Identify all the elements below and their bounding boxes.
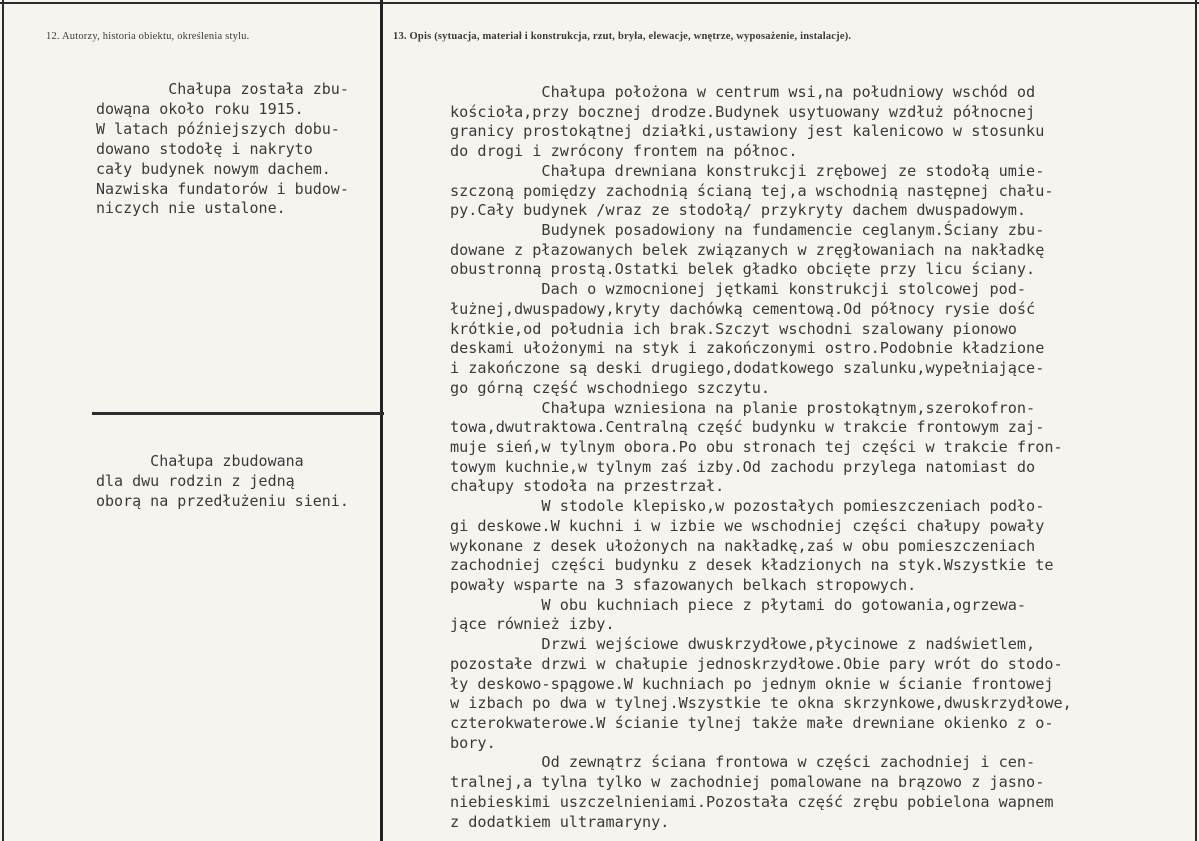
- description-text: Chałupa położona w centrum wsi,na południowy wschód od kościoła,przy bocznej drodze.Budynek usytuowany wzdłuż północnej granicy prostokątnej działki,ustawiony jest kalenicowo w stosunku do drogi i zwrócony frontem na północ. Chałupa drewniana konstrukcji zrębowej ze stodołą umie- szczoną pomiędzy zachodnią ścianą tej,a wschodnią następnej chału- py.Cały budynek /wraz ze stodołą/ przykryty dachem dwuspadowym. Budynek posadowiony na fundamencie ceglanym.Ściany zbu- dowane z płazowanych belek związanych w zręgłowaniach na nakładkę obustronną prostą.Ostatki belek gładko obcięte przy licu ściany. Dach o wzmocnionej jętkami konstrukcji stolcowej pod- łużnej,dwuspadowy,kryty dachówką cementową.Od północy rysie dość krótkie,od południa ich brak.Szczyt wschodni szalowany pionowo deskami ułożonymi na styk i zakończonymi ostro.Podobnie kładzione i zakończone są deski drugiego,dodatkowego szalunku,wypełniające- go górną część wschodniego szczytu. Chałupa wzniesiona na planie prostokątnym,szerokofron- towa,dwutraktowa.Centralną część budynku w trakcie frontowym zaj- muje sień,w tylnym obora.Po obu stronach tej części w trakcie fron- towym kuchnie,w tylnym zaś izby.Od zachodu przylega natomiast do chałupy stodoła na przestrzał. W stodole klepisko,w pozostałych pomieszczeniach podło- gi deskowe.W kuchni i w izbie we wschodniej części chałupy powały wykonane z desek ułożonych na nakładkę,zaś w obu pomieszczeniach zachodniej części budynku z desek kładzionych na styk.Wszystkie te powały wsparte na 3 sfazowanych belkach stropowych. W obu kuchniach piece z płytami do gotowania,ogrzewa- jące również izby. Drzwi wejściowe dwuskrzydłowe,płycinowe z nadświetlem, pozostałe drzwi w chałupie jednoskrzydłowe.Obie pary wrót do stodo- ły deskowo-spągowe.W kuchniach po jednym oknie w ścianie frontowej w izbach po dwa w tylnej.Wszystkie te okna skrzynkowe,dwuskrzydłowe, czterokwaterowe.W ścianie tylnej także małe drewniane okienko z o- bory. Od zewnątrz ściana frontowa w części zachodniej i cen- tralnej,a tylna tylko w zachodniej pomalowane na brązowo z jasno- niebieskimi uszczelnieniami.Pozostała część zrębu pobielona wapnem z dodatkiem ultramaryny.: [450, 83, 1072, 831]
- style-note-text: Chałupa zbudowana dla dwu rodzin z jedną oborą na przedłużeniu sieni.: [96, 452, 349, 510]
- history-text: Chałupa została zbu- dowąna około roku 1915. W latach późniejszych dobu- dowano stodołę i nakryto cały budynek nowym dachem. Nazwiska fundatorów i budow- niczych nie ustalone.: [96, 80, 349, 218]
- section-13-caption: (sytuacja, materiał i konstrukcja, rzut, bryła, elewacje, wnętrze, wyposażenie, instalacje).: [434, 31, 852, 42]
- frame-border-right: [1195, 0, 1197, 841]
- section-13-header: [393, 31, 851, 42]
- frame-border-left: [2, 0, 4, 841]
- section-12-header: 12. Autorzy, historia obiektu, określenia stylu.: [46, 31, 250, 42]
- section-13-number: 13. Opis: [393, 31, 432, 42]
- frame-border-top: [0, 2, 1199, 4]
- left-section-divider: [92, 412, 384, 415]
- column-divider: [380, 0, 383, 841]
